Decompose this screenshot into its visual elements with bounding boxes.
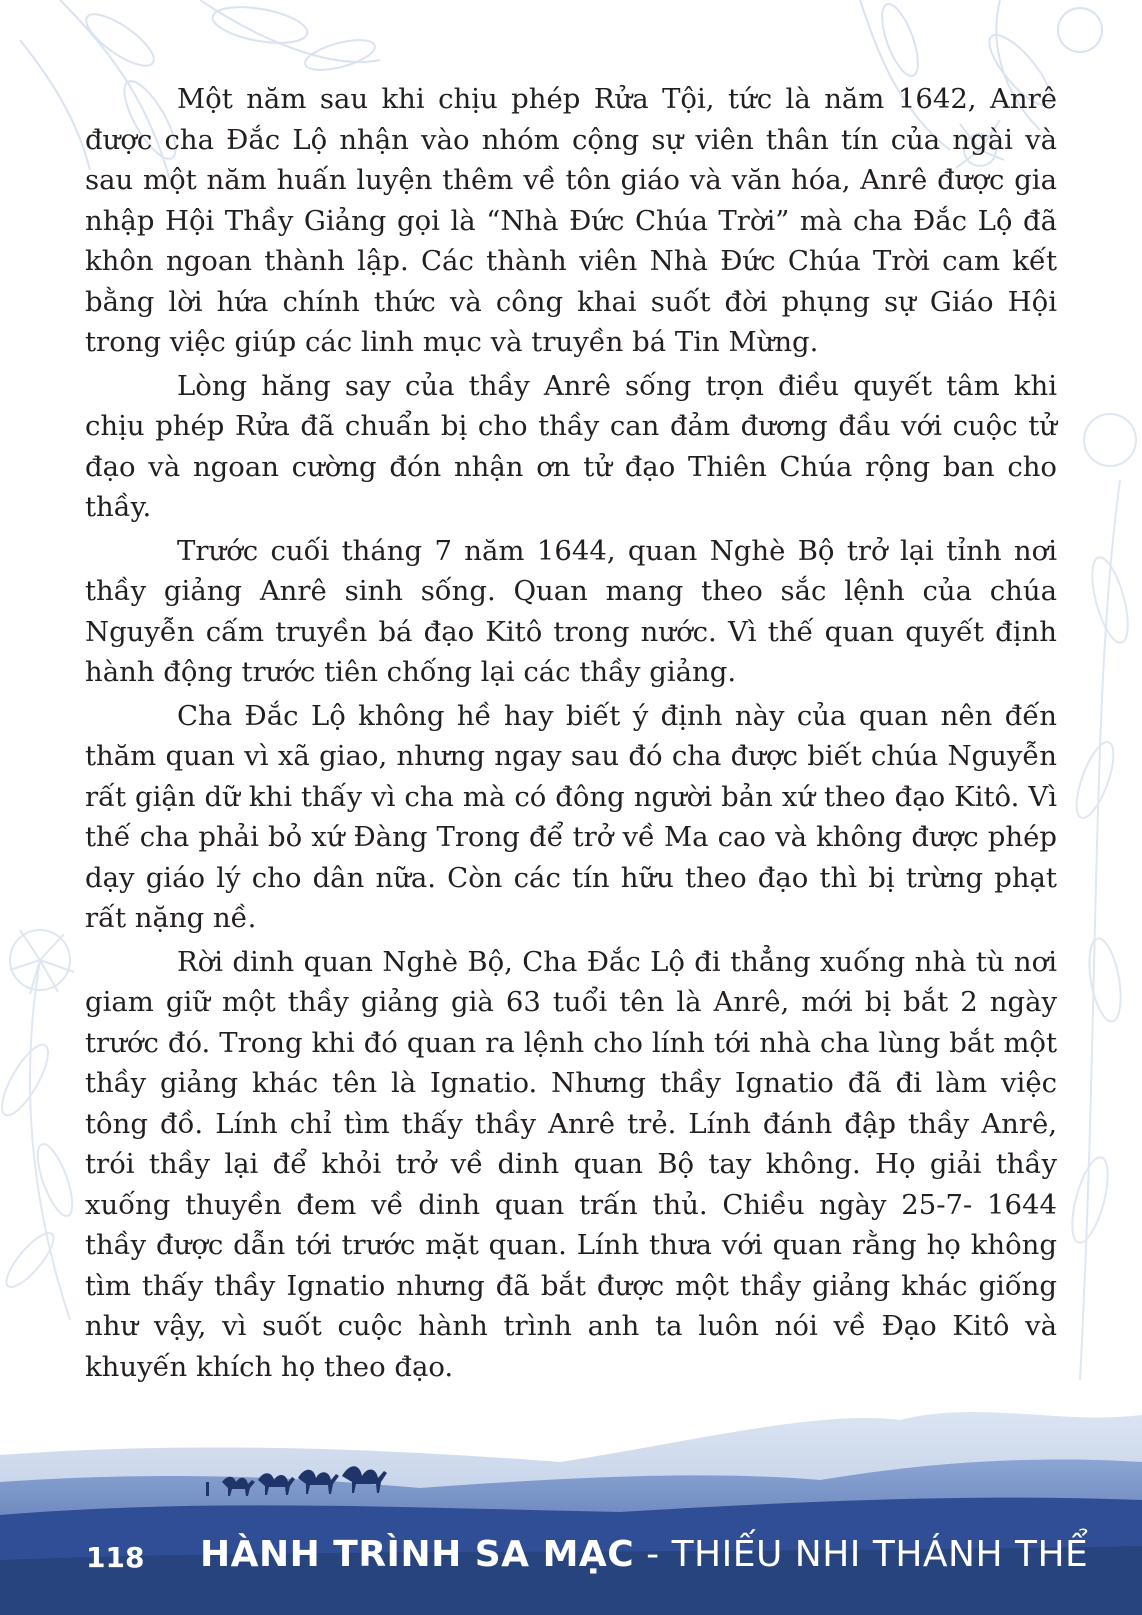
page-number: 118	[86, 1541, 145, 1574]
book-title	[200, 1534, 1088, 1575]
book-title-sub: THIẾU NHI THÁNH THỂ	[671, 1534, 1089, 1575]
paragraph: Một năm sau khi chịu phép Rửa Tội, tức là năm 1642, Anrê được cha Đắc Lộ nhận vào nhóm cộng sự viên thân tín của ngài và sau một năm huấn luyện thêm về tôn giáo và văn hóa, Anrê được gia nhập Hội Thầy Giảng gọi là “Nhà Đức Chúa Trời” mà cha Đắc Lộ đã khôn ngoan thành lập. Các thành viên Nhà Đức Chúa Trời cam kết bằng lời hứa chính thức và công khai suốt đời phụng sự Giáo Hội trong việc giúp các linh mục và truyền bá Tin Mừng.	[85, 83, 1057, 358]
paragraph: Lòng hăng say của thầy Anrê sống trọn điều quyết tâm khi chịu phép Rửa đã chuẩn bị cho thầy can đảm đương đầu với cuộc tử đạo và ngoan cường đón nhận ơn tử đạo Thiên Chúa rộng ban cho thầy.	[85, 369, 1057, 523]
book-title-separator: -	[634, 1534, 672, 1575]
paragraph: Cha Đắc Lộ không hề hay biết ý định này của quan nên đến thăm quan vì xã giao, nhưng ngay sau đó cha được biết chúa Nguyễn rất giận dữ khi thấy vì cha mà có đông người bản xứ theo đạo Kitô. Vì thế cha phải bỏ xứ Đàng Trong để trở về Ma cao và không được phép dạy giáo lý cho dân nữa. Còn các tín hữu theo đạo thì bị trừng phạt rất nặng nề.	[85, 699, 1057, 934]
floral-watermark-icon	[0, 930, 79, 1320]
paragraph: Trước cuối tháng 7 năm 1644, quan Nghè Bộ trở lại tỉnh nơi thầy giảng Anrê sinh sống. Quan mang theo sắc lệnh của chúa Nguyễn cấm truyền bá đạo Kitô trong nước. Vì thế quan quyết định hành động trước tiên chống lại các thầy giảng.	[85, 534, 1057, 688]
page-footer	[0, 1505, 1142, 1615]
paragraph: Rời dinh quan Nghè Bộ, Cha Đắc Lộ đi thẳng xuống nhà tù nơi giam giữ một thầy giảng già 63 tuổi tên là Anrê, mới bị bắt 2 ngày trước đó. Trong khi đó quan ra lệnh cho lính tới nhà cha lùng bắt một thầy giảng khác tên là Ignatio. Nhưng thầy Ignatio đã đi làm việc tông đồ. Lính chỉ tìm thấy thầy Anrê trẻ. Lính đánh đập thầy Anrê, trói thầy lại để khỏi trở về dinh quan Bộ tay không. Họ giải thầy xuống thuyền đem về dinh quan trấn thủ. Chiều ngày 25-7- 1644 thầy được dẫn tới trước mặt quan. Lính thưa với quan rằng họ không tìm thấy thầy Ignatio nhưng đã bắt được một thầy giảng khác giống như vậy, vì suốt cuộc hành trình anh ta luôn nói về Đạo Kitô và khuyến khích họ theo đạo.	[85, 945, 1057, 1383]
body-text	[85, 79, 1057, 1390]
floral-watermark-icon	[1065, 414, 1136, 1380]
book-title-main: HÀNH TRÌNH SA MẠC	[200, 1534, 635, 1575]
